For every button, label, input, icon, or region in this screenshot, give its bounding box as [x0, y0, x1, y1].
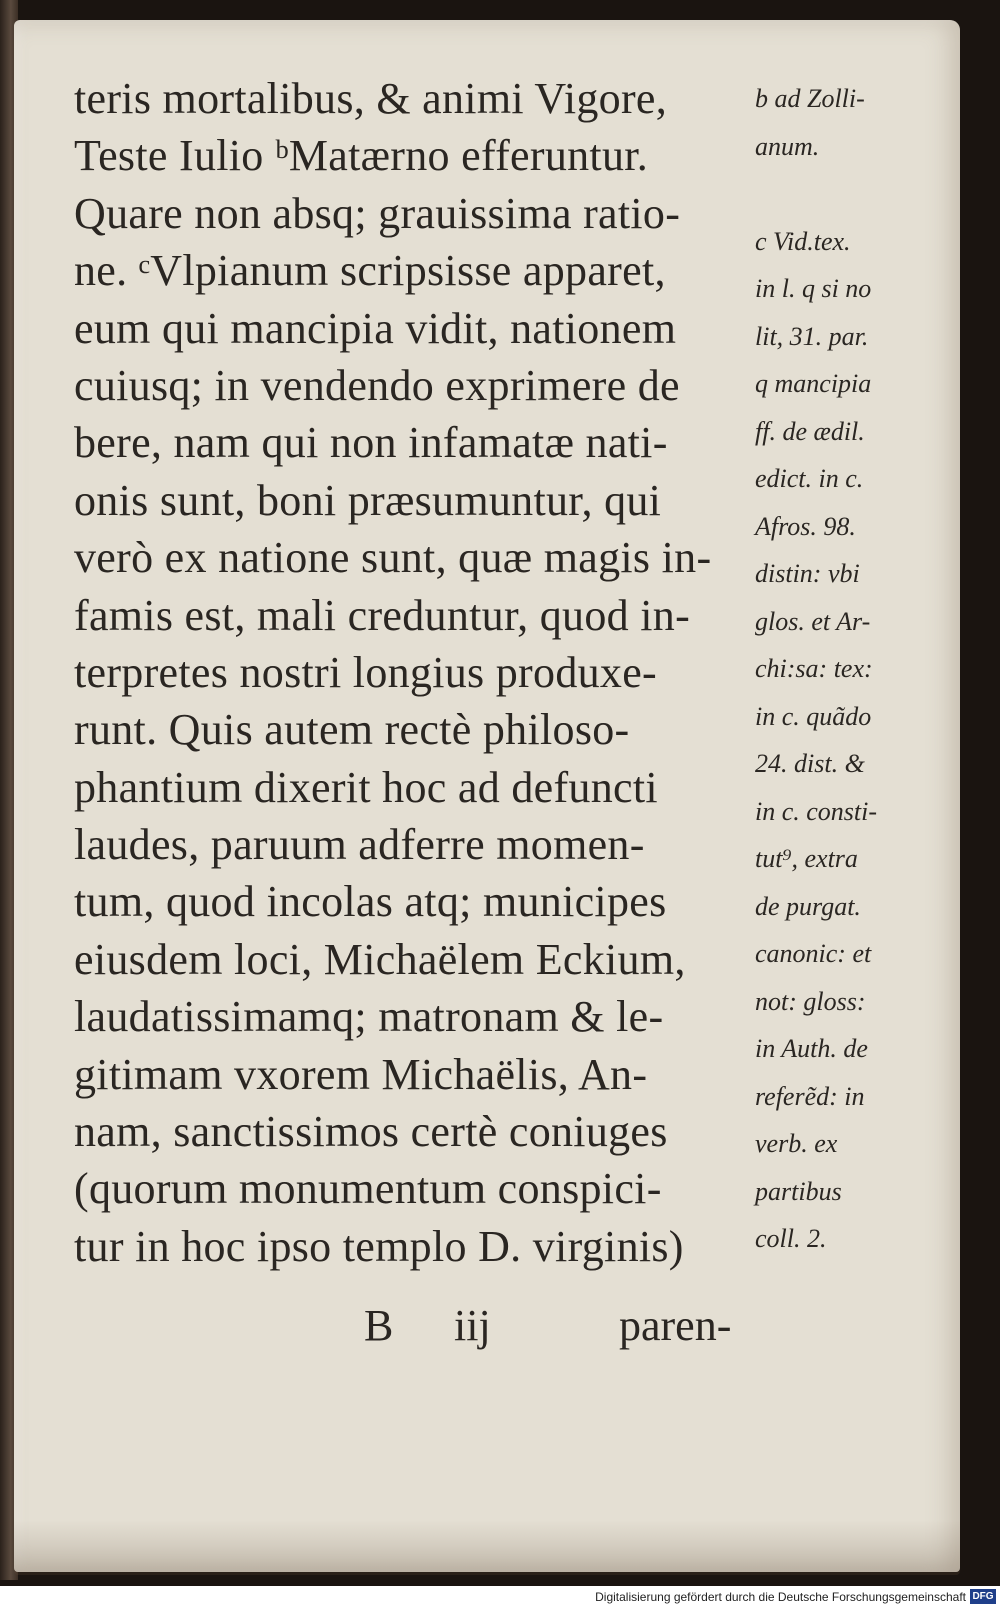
text-line: Teste Iulio ᵇMatærno efferuntur.: [74, 131, 649, 181]
text-line: teris mortalibus, & animi Vigore,: [74, 74, 668, 123]
margin-note-line: anum.: [755, 131, 820, 161]
margin-note-line: in Auth. de: [755, 1034, 868, 1063]
text-line: onis sunt, boni præsumuntur, qui: [74, 475, 662, 525]
margin-note-line: referẽd: in: [755, 1081, 865, 1111]
margin-note-line: de purgat.: [755, 891, 861, 921]
text-line: runt. Quis autem rectè philoso-: [74, 705, 630, 755]
text-line: verò ex natione sunt, quæ magis in-: [74, 533, 712, 583]
margin-note-line: in l. q si no: [755, 274, 872, 303]
margin-note-line: Afros. 98.: [755, 511, 856, 541]
margin-note-line: q mancipia: [755, 369, 872, 398]
margin-note-line: ff. de ædil.: [755, 416, 865, 446]
text-line: gitimam vxorem Michaëlis, An-: [74, 1049, 648, 1099]
text-line: tum, quod incolas atq; municipes: [74, 877, 667, 927]
margin-note-gap: [755, 170, 915, 218]
margin-note-line: coll. 2.: [755, 1224, 827, 1253]
text-line: ne. ᶜVlpianum scripsisse apparet,: [74, 246, 666, 296]
margin-note-line: in c. quãdo: [755, 701, 872, 731]
margin-note-line: partibus: [755, 1176, 842, 1206]
margin-note-line: glos. et Ar-: [755, 606, 871, 636]
text-line: eum qui mancipia vidit, nationem: [74, 303, 677, 353]
text-line: famis est, mali creduntur, quod in-: [74, 590, 691, 640]
margin-note-line: distin: vbi: [755, 559, 860, 588]
margin-note-line: b ad Zolli-: [755, 84, 865, 113]
folio-number: iij: [454, 1301, 491, 1350]
margin-note-line: canonic: et: [755, 939, 872, 968]
margin-note-line: 24. dist. &: [755, 749, 865, 778]
margin-note-line: tut⁹, extra: [755, 844, 858, 873]
text-line: terpretes nostri longius produxe-: [74, 647, 657, 697]
text-line: cuiusq; in vendendo exprimere de: [74, 360, 680, 410]
text-line: tur in hoc ipso templo D. virginis): [74, 1221, 684, 1271]
margin-notes: [755, 75, 915, 1263]
catchline: [74, 1296, 754, 1356]
text-line: Quare non absq; grauissima ratio-: [74, 188, 681, 238]
text-line: laudes, paruum adferre momen-: [74, 820, 645, 870]
text-line: bere, nam qui non infamatæ nati-: [74, 418, 668, 468]
dfg-logo: DFG: [970, 1589, 996, 1604]
margin-note-line: verb. ex: [755, 1129, 838, 1158]
main-text-block: [74, 70, 754, 1275]
margin-note-line: in c. consti-: [755, 796, 878, 826]
text-line: phantium dixerit hoc ad defuncti: [74, 762, 658, 812]
margin-note-line: not: gloss:: [755, 986, 866, 1016]
catchword: paren-: [619, 1301, 732, 1350]
margin-note-line: c Vid.tex.: [755, 226, 851, 256]
page-shadow: [14, 1520, 960, 1575]
text-line: nam, sanctissimos certè coniuges: [74, 1107, 668, 1157]
margin-note-line: lit, 31. par.: [755, 321, 869, 351]
signature-mark: B: [364, 1301, 394, 1350]
margin-note-line: chi:sa: tex:: [755, 654, 873, 683]
funding-credit: Digitalisierung gefördert durch die Deutsche Forschungsgemeinschaft: [595, 1590, 966, 1604]
margin-note-line: edict. in c.: [755, 464, 864, 493]
text-line: laudatissimamq; matronam & le-: [74, 992, 664, 1042]
text-line: eiusdem loci, Michaëlem Eckium,: [74, 934, 686, 984]
text-line: (quorum monumentum conspici-: [74, 1164, 662, 1214]
